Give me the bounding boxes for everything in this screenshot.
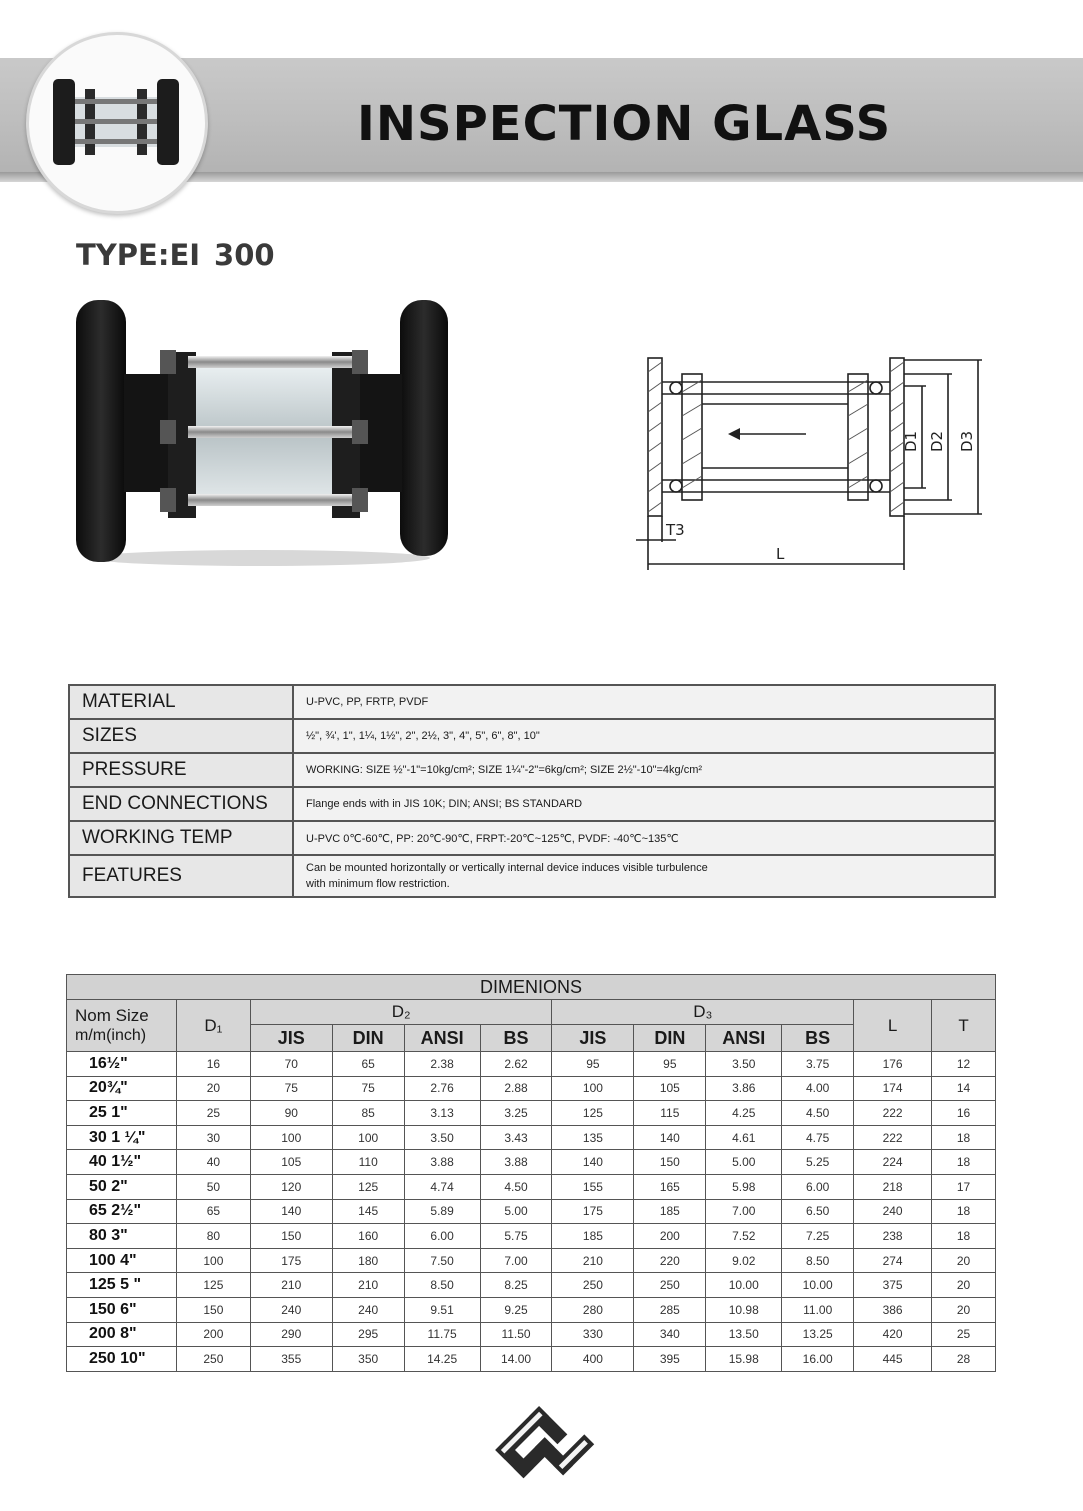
cell-l: 375 <box>854 1273 932 1298</box>
cell-d3-ansi: 10.98 <box>706 1297 782 1322</box>
cell-nom: 20¾" <box>67 1076 177 1101</box>
cell-d1: 65 <box>176 1199 250 1224</box>
table-row <box>67 1224 996 1249</box>
d3-header: D₃ <box>552 1000 854 1025</box>
spec-label-pressure: PRESSURE <box>69 753 293 787</box>
cell-d1: 80 <box>176 1224 250 1249</box>
spec-row <box>69 821 995 855</box>
d2-jis-header: JIS <box>250 1025 332 1052</box>
cell-d3-bs: 6.00 <box>782 1174 854 1199</box>
drawing-label-t3: T3 <box>666 521 685 539</box>
spec-value-material: U-PVC, PP, FRTP, PVDF <box>293 685 995 719</box>
cell-d3-jis: 400 <box>552 1347 634 1372</box>
cell-d2-din: 240 <box>332 1297 404 1322</box>
cell-d3-din: 165 <box>634 1174 706 1199</box>
cell-d3-ansi: 4.61 <box>706 1125 782 1150</box>
cell-l: 224 <box>854 1150 932 1175</box>
cell-nom: 25 1" <box>67 1101 177 1126</box>
dimensions-title: DIMENIONS <box>67 975 996 1000</box>
page-title: INSPECTION GLASS <box>357 96 892 152</box>
cell-d2-din: 145 <box>332 1199 404 1224</box>
d2-header: D₂ <box>250 1000 552 1025</box>
cell-d3-din: 285 <box>634 1297 706 1322</box>
cell-d3-jis: 250 <box>552 1273 634 1298</box>
table-row <box>67 1150 996 1175</box>
cell-nom: 40 1½" <box>67 1150 177 1175</box>
header-product-thumbnail <box>26 32 208 214</box>
cell-t: 16 <box>932 1101 996 1126</box>
cell-d3-jis: 140 <box>552 1150 634 1175</box>
cell-t: 14 <box>932 1076 996 1101</box>
cell-d2-jis: 175 <box>250 1248 332 1273</box>
cell-d3-jis: 125 <box>552 1101 634 1126</box>
cell-d2-jis: 150 <box>250 1224 332 1249</box>
table-row <box>67 1248 996 1273</box>
cell-l: 222 <box>854 1125 932 1150</box>
cell-d3-jis: 95 <box>552 1052 634 1077</box>
spec-value-end-connections: Flange ends with in JIS 10K; DIN; ANSI; BS STANDARD <box>293 787 995 821</box>
cell-d3-ansi: 15.98 <box>706 1347 782 1372</box>
cell-d3-ansi: 7.00 <box>706 1199 782 1224</box>
technical-drawing <box>636 352 996 574</box>
cell-t: 17 <box>932 1174 996 1199</box>
cell-d1: 150 <box>176 1297 250 1322</box>
cell-d3-jis: 135 <box>552 1125 634 1150</box>
table-row <box>67 1174 996 1199</box>
cell-l: 445 <box>854 1347 932 1372</box>
cell-d2-din: 180 <box>332 1248 404 1273</box>
drawing-label-d2: D2 <box>928 430 946 452</box>
d1-header: D₁ <box>176 1000 250 1052</box>
spec-label-sizes: SIZES <box>69 719 293 753</box>
cell-d3-din: 220 <box>634 1248 706 1273</box>
cell-t: 12 <box>932 1052 996 1077</box>
cell-l: 274 <box>854 1248 932 1273</box>
cell-d3-bs: 4.75 <box>782 1125 854 1150</box>
product-type <box>76 238 275 272</box>
cell-d2-din: 125 <box>332 1174 404 1199</box>
cell-d2-bs: 5.75 <box>480 1224 552 1249</box>
cell-d2-bs: 2.62 <box>480 1052 552 1077</box>
cell-d3-din: 140 <box>634 1125 706 1150</box>
cell-d3-ansi: 4.25 <box>706 1101 782 1126</box>
cell-d1: 40 <box>176 1150 250 1175</box>
cell-d2-din: 210 <box>332 1273 404 1298</box>
nom-size-header-line2: m/m(inch) <box>75 1026 147 1044</box>
table-row <box>67 1322 996 1347</box>
cell-d3-bs: 3.75 <box>782 1052 854 1077</box>
spec-value-features-text: Can be mounted horizontally or vertically internal device induces visible turbulence with minimum flow restriction. <box>306 862 708 890</box>
cell-t: 18 <box>932 1224 996 1249</box>
cell-d2-din: 110 <box>332 1150 404 1175</box>
cell-d3-jis: 175 <box>552 1199 634 1224</box>
cell-d2-jis: 75 <box>250 1076 332 1101</box>
cell-d3-ansi: 5.00 <box>706 1150 782 1175</box>
cell-d2-ansi: 5.89 <box>404 1199 480 1224</box>
table-row <box>67 1052 996 1077</box>
cell-d3-ansi: 13.50 <box>706 1322 782 1347</box>
cell-d2-ansi: 9.51 <box>404 1297 480 1322</box>
cell-t: 20 <box>932 1273 996 1298</box>
cell-t: 25 <box>932 1322 996 1347</box>
cell-d2-jis: 100 <box>250 1125 332 1150</box>
table-row <box>67 1101 996 1126</box>
cell-d3-din: 250 <box>634 1273 706 1298</box>
spec-value-working-temp: U-PVC 0℃-60℃, PP: 20℃-90℃, FRPT:-20℃~125℃, PVDF: -40℃~135℃ <box>293 821 995 855</box>
cell-l: 386 <box>854 1297 932 1322</box>
cell-d2-jis: 90 <box>250 1101 332 1126</box>
nom-size-header-line1: Nom Size <box>75 1005 149 1025</box>
cell-d2-bs: 7.00 <box>480 1248 552 1273</box>
spec-value-sizes: ½", ¾', 1", 1¼, 1½", 2", 2½, 3", 4", 5", 6", 8", 10" <box>293 719 995 753</box>
spec-row <box>69 787 995 821</box>
cell-d2-bs: 8.25 <box>480 1273 552 1298</box>
cell-d2-jis: 240 <box>250 1297 332 1322</box>
cell-d3-bs: 16.00 <box>782 1347 854 1372</box>
cell-d1: 100 <box>176 1248 250 1273</box>
cell-d2-din: 295 <box>332 1322 404 1347</box>
cell-l: 174 <box>854 1076 932 1101</box>
cell-d1: 30 <box>176 1125 250 1150</box>
cell-d2-bs: 2.88 <box>480 1076 552 1101</box>
cell-l: 176 <box>854 1052 932 1077</box>
cell-nom: 65 2½" <box>67 1199 177 1224</box>
d3-jis-header: JIS <box>552 1025 634 1052</box>
spec-value-features <box>293 855 995 897</box>
spec-row <box>69 719 995 753</box>
type-prefix: TYPE:EI <box>76 238 201 272</box>
cell-l: 218 <box>854 1174 932 1199</box>
cell-d3-jis: 280 <box>552 1297 634 1322</box>
drawing-label-d3: D3 <box>958 430 976 452</box>
cell-d3-jis: 100 <box>552 1076 634 1101</box>
cell-t: 20 <box>932 1248 996 1273</box>
cell-d3-bs: 8.50 <box>782 1248 854 1273</box>
spec-label-end-connections: END CONNECTIONS <box>69 787 293 821</box>
spec-label-material: MATERIAL <box>69 685 293 719</box>
cell-l: 240 <box>854 1199 932 1224</box>
inspection-glass-thumbnail-icon <box>51 75 181 169</box>
cell-d2-ansi: 7.50 <box>404 1248 480 1273</box>
cell-d3-bs: 4.50 <box>782 1101 854 1126</box>
d2-din-header: DIN <box>332 1025 404 1052</box>
cell-t: 18 <box>932 1199 996 1224</box>
cell-d3-jis: 185 <box>552 1224 634 1249</box>
cell-d2-bs: 9.25 <box>480 1297 552 1322</box>
cell-d1: 20 <box>176 1076 250 1101</box>
cell-d2-jis: 120 <box>250 1174 332 1199</box>
cell-l: 420 <box>854 1322 932 1347</box>
cell-d3-bs: 10.00 <box>782 1273 854 1298</box>
nom-size-header <box>67 1000 177 1052</box>
cell-d3-jis: 155 <box>552 1174 634 1199</box>
spec-row <box>69 685 995 719</box>
cell-d2-ansi: 6.00 <box>404 1224 480 1249</box>
cell-d3-ansi: 10.00 <box>706 1273 782 1298</box>
table-row <box>67 1125 996 1150</box>
cell-d3-din: 340 <box>634 1322 706 1347</box>
cell-d2-ansi: 4.74 <box>404 1174 480 1199</box>
d3-ansi-header: ANSI <box>706 1025 782 1052</box>
l-header: L <box>854 1000 932 1052</box>
cell-d2-jis: 140 <box>250 1199 332 1224</box>
cell-d1: 25 <box>176 1101 250 1126</box>
cell-d2-jis: 355 <box>250 1347 332 1372</box>
cell-d3-din: 200 <box>634 1224 706 1249</box>
cell-d2-jis: 105 <box>250 1150 332 1175</box>
cell-nom: 50 2" <box>67 1174 177 1199</box>
dimensions-table-body <box>67 1052 996 1372</box>
cell-d3-jis: 210 <box>552 1248 634 1273</box>
dimensions-table <box>66 974 996 1372</box>
spec-row <box>69 753 995 787</box>
cell-d2-din: 350 <box>332 1347 404 1372</box>
table-row <box>67 1273 996 1298</box>
cell-d1: 250 <box>176 1347 250 1372</box>
cell-d3-ansi: 9.02 <box>706 1248 782 1273</box>
cell-nom: 30 1 ¼" <box>67 1125 177 1150</box>
cell-d2-bs: 3.88 <box>480 1150 552 1175</box>
cell-d3-bs: 13.25 <box>782 1322 854 1347</box>
cell-d2-din: 75 <box>332 1076 404 1101</box>
table-row <box>67 1347 996 1372</box>
cell-d2-bs: 3.25 <box>480 1101 552 1126</box>
cell-d3-din: 150 <box>634 1150 706 1175</box>
cell-nom: 250 10" <box>67 1347 177 1372</box>
cell-d2-ansi: 3.88 <box>404 1150 480 1175</box>
cell-l: 222 <box>854 1101 932 1126</box>
cell-d3-bs: 4.00 <box>782 1076 854 1101</box>
spec-value-pressure: WORKING: SIZE ½"-1"=10kg/cm²; SIZE 1¼"-2"=6kg/cm²; SIZE 2½"-10"=4kg/cm² <box>293 753 995 787</box>
cell-d2-jis: 210 <box>250 1273 332 1298</box>
cell-d2-jis: 70 <box>250 1052 332 1077</box>
cell-d2-din: 65 <box>332 1052 404 1077</box>
d3-bs-header: BS <box>782 1025 854 1052</box>
cell-d1: 125 <box>176 1273 250 1298</box>
cell-d3-din: 95 <box>634 1052 706 1077</box>
cell-d3-din: 395 <box>634 1347 706 1372</box>
cell-d1: 50 <box>176 1174 250 1199</box>
cell-d2-din: 85 <box>332 1101 404 1126</box>
cell-l: 238 <box>854 1224 932 1249</box>
cell-t: 18 <box>932 1125 996 1150</box>
d2-ansi-header: ANSI <box>404 1025 480 1052</box>
cell-t: 18 <box>932 1150 996 1175</box>
cell-d2-ansi: 2.38 <box>404 1052 480 1077</box>
table-row <box>67 1199 996 1224</box>
cell-d2-bs: 14.00 <box>480 1347 552 1372</box>
cell-d2-bs: 3.43 <box>480 1125 552 1150</box>
cell-t: 20 <box>932 1297 996 1322</box>
cell-nom: 200 8" <box>67 1322 177 1347</box>
company-logo <box>488 1386 600 1504</box>
cell-d2-bs: 4.50 <box>480 1174 552 1199</box>
cell-nom: 150 6" <box>67 1297 177 1322</box>
cell-d2-bs: 5.00 <box>480 1199 552 1224</box>
spec-row <box>69 855 995 897</box>
cell-d3-bs: 6.50 <box>782 1199 854 1224</box>
cell-nom: 80 3" <box>67 1224 177 1249</box>
cell-d2-ansi: 14.25 <box>404 1347 480 1372</box>
cell-d3-ansi: 3.86 <box>706 1076 782 1101</box>
cell-t: 28 <box>932 1347 996 1372</box>
spec-table <box>68 684 996 898</box>
cell-d2-din: 100 <box>332 1125 404 1150</box>
d2-bs-header: BS <box>480 1025 552 1052</box>
table-row <box>67 1076 996 1101</box>
flow-arrow-icon <box>728 428 740 440</box>
cell-d2-jis: 290 <box>250 1322 332 1347</box>
cell-d3-ansi: 3.50 <box>706 1052 782 1077</box>
cell-d2-ansi: 8.50 <box>404 1273 480 1298</box>
drawing-label-l: L <box>776 545 785 563</box>
cell-d3-bs: 11.00 <box>782 1297 854 1322</box>
cell-d3-din: 105 <box>634 1076 706 1101</box>
cell-d3-jis: 330 <box>552 1322 634 1347</box>
cell-d3-bs: 5.25 <box>782 1150 854 1175</box>
cell-nom: 100 4" <box>67 1248 177 1273</box>
cell-d2-ansi: 3.13 <box>404 1101 480 1126</box>
cell-d3-bs: 7.25 <box>782 1224 854 1249</box>
cell-d3-ansi: 7.52 <box>706 1224 782 1249</box>
cell-d3-ansi: 5.98 <box>706 1174 782 1199</box>
product-photo <box>70 296 450 568</box>
cell-nom: 16½" <box>67 1052 177 1077</box>
table-row <box>67 1297 996 1322</box>
spec-label-features: FEATURES <box>69 855 293 897</box>
d3-din-header: DIN <box>634 1025 706 1052</box>
type-number: 300 <box>214 238 275 272</box>
cell-d1: 200 <box>176 1322 250 1347</box>
cell-d2-ansi: 2.76 <box>404 1076 480 1101</box>
drawing-label-d1: D1 <box>902 430 920 452</box>
cell-nom: 125 5 " <box>67 1273 177 1298</box>
cell-d2-ansi: 3.50 <box>404 1125 480 1150</box>
t-header: T <box>932 1000 996 1052</box>
spec-label-working-temp: WORKING TEMP <box>69 821 293 855</box>
cell-d3-din: 185 <box>634 1199 706 1224</box>
cell-d1: 16 <box>176 1052 250 1077</box>
cell-d3-din: 115 <box>634 1101 706 1126</box>
cell-d2-bs: 11.50 <box>480 1322 552 1347</box>
cell-d2-ansi: 11.75 <box>404 1322 480 1347</box>
cell-d2-din: 160 <box>332 1224 404 1249</box>
